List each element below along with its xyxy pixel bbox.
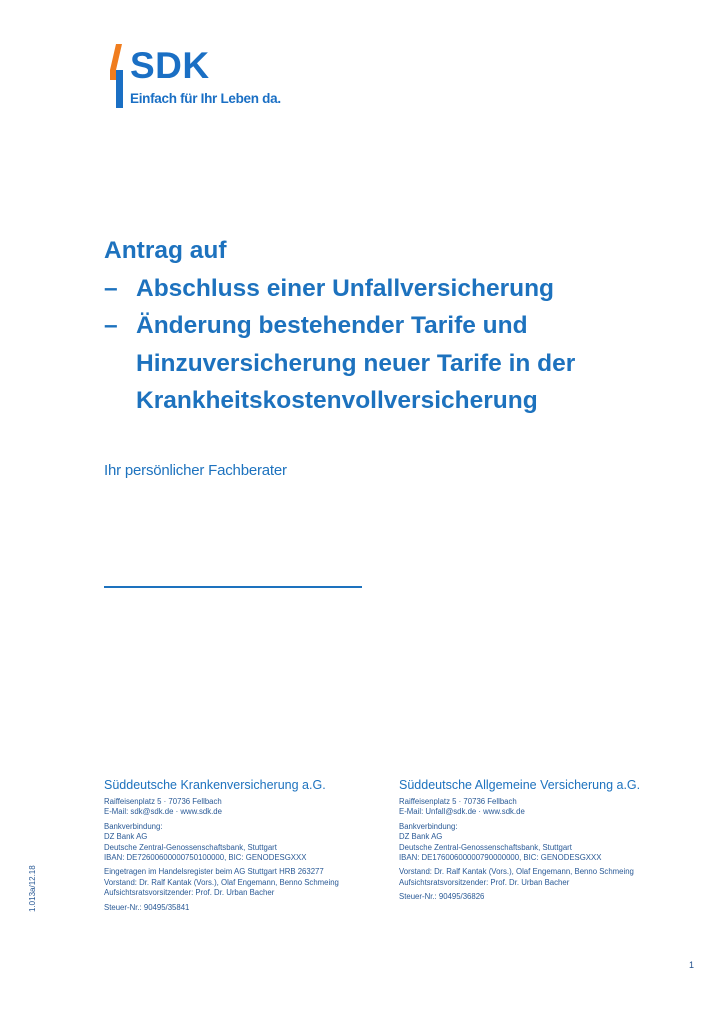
company-supervisory: Aufsichtsratsvorsitzender: Prof. Dr. Urban Bacher [399,877,570,887]
advisor-signature-line [104,586,362,588]
company-address: Raiffeisenplatz 5 · 70736 Fellbach [399,797,517,806]
company-register: Eingetragen im Handelsregister beim AG Stuttgart HRB 263277 [104,867,324,877]
title-line: Antrag auf [104,237,227,264]
title-item-continuation: Hinzuversicherung neuer Tarife in der [136,349,576,377]
bank-name: DZ Bank AG [399,832,443,842]
company-contact: E-Mail: sdk@sdk.de · www.sdk.de [104,807,222,817]
title-item [104,270,704,308]
company-tax-number: Steuer-Nr.: 90495/35841 [104,902,190,912]
logo-brand: SDK [130,45,210,86]
title-item-continuation: Krankheitskostenvollversicherung [136,387,538,414]
bank-iban: IBAN: DE72600600000750100000, BIC: GENODESGXXX [104,853,307,863]
page-number: 1 [689,960,695,970]
bank-iban: IBAN: DE17600600000790000000, BIC: GENODESGXXX [399,853,602,863]
company-info-right [399,778,699,903]
company-board: Vorstand: Dr. Ralf Kantak (Vors.), Olaf Engemann, Benno Schmeing [399,867,634,877]
bank-label: Bankverbindung: [104,821,163,831]
company-supervisory: Aufsichtsratsvorsitzender: Prof. Dr. Urban Bacher [104,888,275,898]
bank-label: Bankverbindung: [399,821,458,831]
company-info-left [104,778,404,913]
advisor-label: Ihr persönlicher Fachberater [104,462,287,479]
document-title [104,232,704,420]
logo-tagline: Einfach für Ihr Leben da. [130,91,281,106]
bank-name: DZ Bank AG [104,832,148,842]
company-name: Süddeutsche Krankenversicherung a.G. [104,778,326,792]
title-item-text: Änderung bestehender Tarife und [136,312,528,339]
title-dash: – [104,274,118,302]
sdk-logo [104,40,304,112]
form-code: 1.013a/12.18 [28,865,37,912]
title-item [104,307,704,345]
company-board: Vorstand: Dr. Ralf Kantak (Vors.), Olaf Engemann, Benno Schmeing [104,877,339,887]
company-contact: E-Mail: Unfall@sdk.de · www.sdk.de [399,807,525,817]
company-name: Süddeutsche Allgemeine Versicherung a.G. [399,778,641,792]
title-item-text: Abschluss einer Unfallversicherung [136,274,554,302]
company-address: Raiffeisenplatz 5 · 70736 Fellbach [104,797,222,806]
bank-full-name: Deutsche Zentral-Genossenschaftsbank, Stuttgart [399,842,572,852]
title-dash: – [104,312,118,339]
company-tax-number: Steuer-Nr.: 90495/36826 [399,892,485,902]
bank-full-name: Deutsche Zentral-Genossenschaftsbank, Stuttgart [104,842,277,852]
